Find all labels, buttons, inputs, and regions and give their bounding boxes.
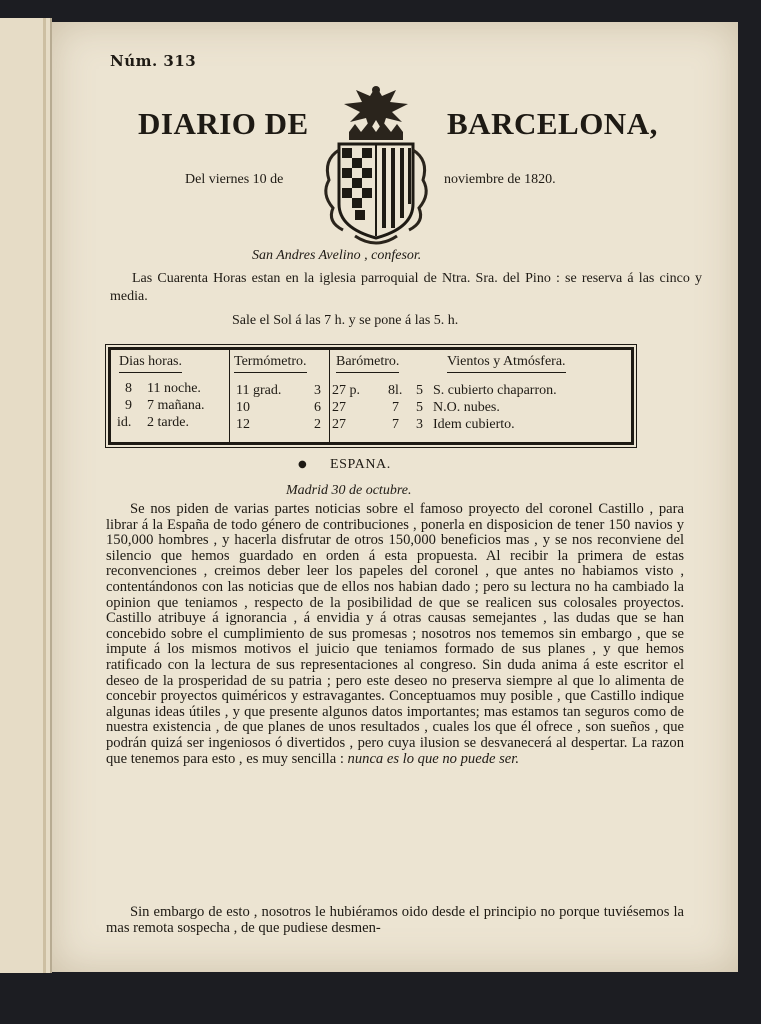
weather-baro: 27 <box>332 417 346 432</box>
weather-baro: 27 <box>332 400 346 415</box>
article-paragraph-2: Sin embargo de esto , nosotros le hubiéramos oido desde el principio no porque tuviésemos la mas remota sospecha , de que pudiese desmen- <box>106 904 684 936</box>
section-ornament-icon: ● <box>298 459 307 470</box>
paragraph-1-text: Se nos piden de varias partes noticias sobre el famoso proyecto del coronel Castillo , para librar á la España de todo género de contribuciones , ponerla en disposicion de tener 150 navios y 150,000 hombres , y hacerla disfrutar de otros 150,000 beneficios mas , y se nos reconviene del silencio que hemos guardado en orden á esta propuesta. Al recibir la primera de estas reconvenciones , creimos deber leer los papeles del coronel , que antes no habiamos visto , contentándonos con las noticias que de ellos nos habian dado ; pero su lectura no ha cambiado la opinion que teniamos , respecto de la posibilidad de que se realicen sus colosales proyectos. Castillo atribuye á ignorancia , á envidia y á otras causas semejantes , las dudas que se han concebido sobre el cumplimiento de sus promesas ; nosotros nos tememos sin embargo , que se impute á los mismos motivos el juicio que teniamos formado de sus planes , y que hemos ratificado con la lectura de sus representaciones al congreso. Sin duda anima á este escritor el deseo de la prosperidad de su patria ; pero este deseo no preserva siempre al que lo alimenta de concebir proyectos quiméricos y estravagantes. Conceptuamos muy posible , que Castillo indique algunas ideas útiles , y que presente algunos datos importantes; mas estamos tan seguros como de nuestra existencia , de que planes de unos resultados , cuales los que él ofrece , son sueños , que podrán quizá ser ingeniosos ó divertidos , pero cuya ilusion se desvanecerá al despertar. La razon que tenemos para esto , es muy sencilla : <box>106 501 684 767</box>
weather-wind: S. cubierto chaparron. <box>433 383 557 398</box>
weather-header-winds: Vientos y Atmósfera. <box>447 354 566 373</box>
section-title: ESPANA. <box>330 457 391 472</box>
weather-thermo-2: 3 <box>314 383 321 398</box>
weather-thermo: 11 grad. <box>236 383 282 398</box>
weather-header-thermometer: Termómetro. <box>234 354 307 373</box>
weather-day: 9 <box>125 398 132 413</box>
weather-baro-3: 3 <box>416 417 423 432</box>
article-paragraph-1 <box>106 502 684 767</box>
weather-baro-3: 5 <box>416 383 423 398</box>
facing-page-edge <box>0 18 52 973</box>
weather-day: id. <box>117 415 132 430</box>
masthead-title-left: DIARIO DE <box>138 106 309 141</box>
issue-number: Núm. 313 <box>110 52 197 70</box>
weather-table <box>108 347 634 445</box>
weather-col-days <box>111 350 229 442</box>
church-notice: Las Cuarenta Horas estan en la iglesia parroquial de Ntra. Sra. del Pino : se reserva á las cinco y media. <box>110 271 702 304</box>
weather-col-winds <box>425 350 625 442</box>
weather-day: 8 <box>125 381 132 396</box>
weather-header-days: Dias horas. <box>119 354 182 373</box>
sunrise-sunset: Sale el Sol á las 7 h. y se pone á las 5. h. <box>232 313 459 328</box>
weather-baro: 27 p. <box>332 383 360 398</box>
weather-thermo: 12 <box>236 417 250 432</box>
weather-col-thermometer <box>229 350 330 442</box>
weather-wind: N.O. nubes. <box>433 400 500 415</box>
weather-col-barometer <box>329 350 426 442</box>
masthead-title-right: BARCELONA, <box>447 106 658 141</box>
weather-header-barometer: Barómetro. <box>336 354 399 373</box>
weather-baro-lines: 7 <box>392 417 399 432</box>
weather-hour: 11 noche. <box>147 381 201 396</box>
issue-date-right: noviembre de 1820. <box>444 172 556 187</box>
weather-baro-lines: 8l. <box>388 383 403 398</box>
weather-wind: Idem cubierto. <box>433 417 515 432</box>
weather-baro-3: 5 <box>416 400 423 415</box>
page-fold <box>43 18 46 973</box>
coat-of-arms-icon <box>315 80 437 250</box>
paragraph-1-italic: nunca es lo que no puede ser. <box>347 750 519 767</box>
weather-thermo-2: 6 <box>314 400 321 415</box>
weather-hour: 7 mañana. <box>147 398 205 413</box>
newspaper-page <box>52 22 738 972</box>
saint-of-the-day: San Andres Avelino , confesor. <box>252 248 422 263</box>
weather-baro-lines: 7 <box>392 400 399 415</box>
weather-thermo: 10 <box>236 400 250 415</box>
weather-hour: 2 tarde. <box>147 415 189 430</box>
weather-thermo-2: 2 <box>314 417 321 432</box>
article-dateline: Madrid 30 de octubre. <box>286 483 412 498</box>
issue-date-left: Del viernes 10 de <box>185 172 284 187</box>
